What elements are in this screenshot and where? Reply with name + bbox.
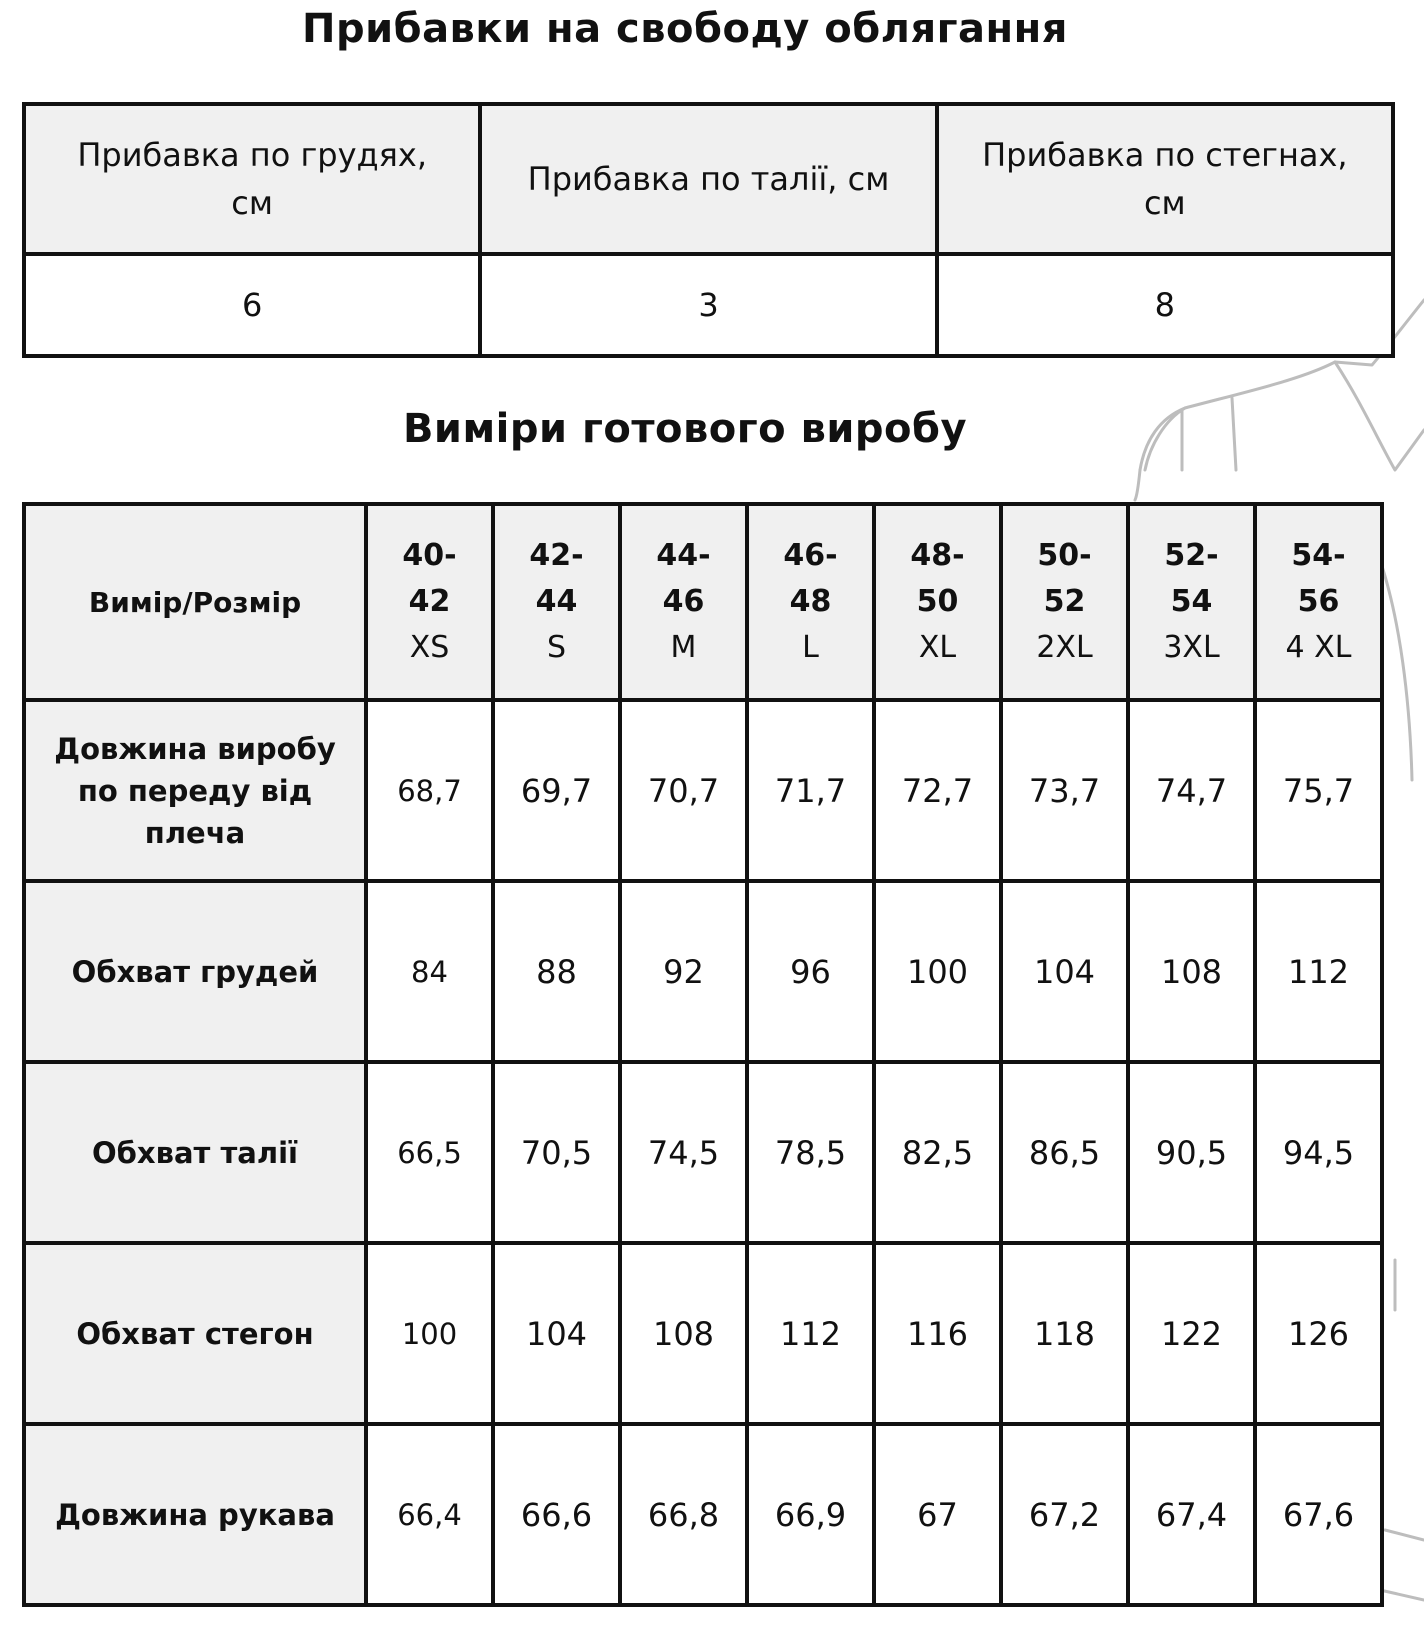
row-label: Довжина рукава bbox=[24, 1424, 366, 1605]
table-cell: 88 bbox=[493, 881, 620, 1062]
size-range: 54-56 bbox=[1291, 538, 1346, 619]
table-row bbox=[24, 1062, 1382, 1243]
table-cell: 82,5 bbox=[874, 1062, 1001, 1243]
table-cell: 70,5 bbox=[493, 1062, 620, 1243]
table-cell: 92 bbox=[620, 881, 747, 1062]
table-cell: 6 bbox=[24, 254, 480, 356]
table-cell: 8 bbox=[937, 254, 1393, 356]
table-header-cell: Прибавка по грудях, см bbox=[24, 104, 480, 254]
size-letter: XL bbox=[918, 630, 957, 665]
row-label: Обхват грудей bbox=[24, 881, 366, 1062]
table-cell: 94,5 bbox=[1255, 1062, 1382, 1243]
size-letter: L bbox=[802, 630, 819, 665]
row-label: Обхват стегон bbox=[24, 1243, 366, 1424]
table-cell: 86,5 bbox=[1001, 1062, 1128, 1243]
table-cell: 74,5 bbox=[620, 1062, 747, 1243]
table-row bbox=[24, 254, 1393, 356]
size-header-cell bbox=[874, 504, 1001, 700]
size-letter: 4 XL bbox=[1285, 630, 1352, 665]
row-label: Довжина виробу по переду від плеча bbox=[24, 700, 366, 881]
table-cell: 69,7 bbox=[493, 700, 620, 881]
table-cell: 75,7 bbox=[1255, 700, 1382, 881]
table-cell: 73,7 bbox=[1001, 700, 1128, 881]
table-cell: 84 bbox=[366, 881, 493, 1062]
size-letter: XS bbox=[409, 630, 450, 665]
size-header-cell bbox=[493, 504, 620, 700]
ease-section-title: Прибавки на свободу облягання bbox=[302, 6, 1068, 52]
table-cell: 70,7 bbox=[620, 700, 747, 881]
table-cell: 112 bbox=[1255, 881, 1382, 1062]
table-cell: 67,4 bbox=[1128, 1424, 1255, 1605]
table-cell: 126 bbox=[1255, 1243, 1382, 1424]
table-cell: 74,7 bbox=[1128, 700, 1255, 881]
size-header-cell bbox=[1001, 504, 1128, 700]
size-range: 46-48 bbox=[783, 538, 838, 619]
size-letter: 2XL bbox=[1036, 630, 1093, 665]
table-cell: 67,2 bbox=[1001, 1424, 1128, 1605]
table-row bbox=[24, 700, 1382, 881]
size-letter: 3XL bbox=[1163, 630, 1220, 665]
table-cell: 100 bbox=[874, 881, 1001, 1062]
table-cell: 90,5 bbox=[1128, 1062, 1255, 1243]
size-range: 48-50 bbox=[910, 538, 965, 619]
size-range: 44-46 bbox=[656, 538, 711, 619]
table-row bbox=[24, 1243, 1382, 1424]
ease-allowance-table bbox=[22, 102, 1395, 358]
garment-section-title: Виміри готового виробу bbox=[402, 406, 968, 452]
table-header-cell: Прибавка по талії, см bbox=[480, 104, 936, 254]
table-cell: 112 bbox=[747, 1243, 874, 1424]
table-header-row bbox=[24, 104, 1393, 254]
size-range: 40-42 bbox=[402, 538, 457, 619]
row-label: Обхват талії bbox=[24, 1062, 366, 1243]
table-cell: 66,9 bbox=[747, 1424, 874, 1605]
table-cell: 118 bbox=[1001, 1243, 1128, 1424]
size-header-cell bbox=[747, 504, 874, 700]
size-letter: S bbox=[546, 630, 567, 665]
table-row bbox=[24, 881, 1382, 1062]
table-cell: 71,7 bbox=[747, 700, 874, 881]
table-cell: 3 bbox=[480, 254, 936, 356]
table-cell: 96 bbox=[747, 881, 874, 1062]
size-range: 50-52 bbox=[1037, 538, 1092, 619]
table-cell: 72,7 bbox=[874, 700, 1001, 881]
table-cell: 116 bbox=[874, 1243, 1001, 1424]
size-header-cell bbox=[1255, 504, 1382, 700]
table-cell: 104 bbox=[1001, 881, 1128, 1062]
table-cell: 122 bbox=[1128, 1243, 1255, 1424]
table-cell: 66,5 bbox=[366, 1062, 493, 1243]
table-cell: 67 bbox=[874, 1424, 1001, 1605]
garment-measurements-table bbox=[22, 502, 1384, 1607]
table-cell: 66,6 bbox=[493, 1424, 620, 1605]
table-cell: 100 bbox=[366, 1243, 493, 1424]
size-range: 42-44 bbox=[529, 538, 584, 619]
table-header-cell: Прибавка по стегнах, см bbox=[937, 104, 1393, 254]
corner-header-cell: Вимір/Розмір bbox=[24, 504, 366, 700]
table-cell: 68,7 bbox=[366, 700, 493, 881]
table-cell: 66,4 bbox=[366, 1424, 493, 1605]
table-cell: 108 bbox=[620, 1243, 747, 1424]
table-header-row bbox=[24, 504, 1382, 700]
table-row bbox=[24, 1424, 1382, 1605]
table-cell: 67,6 bbox=[1255, 1424, 1382, 1605]
size-range: 52-54 bbox=[1164, 538, 1219, 619]
size-header-cell bbox=[366, 504, 493, 700]
table-cell: 104 bbox=[493, 1243, 620, 1424]
size-header-cell bbox=[620, 504, 747, 700]
table-cell: 78,5 bbox=[747, 1062, 874, 1243]
table-cell: 66,8 bbox=[620, 1424, 747, 1605]
size-header-cell bbox=[1128, 504, 1255, 700]
table-cell: 108 bbox=[1128, 881, 1255, 1062]
size-letter: M bbox=[670, 630, 697, 665]
